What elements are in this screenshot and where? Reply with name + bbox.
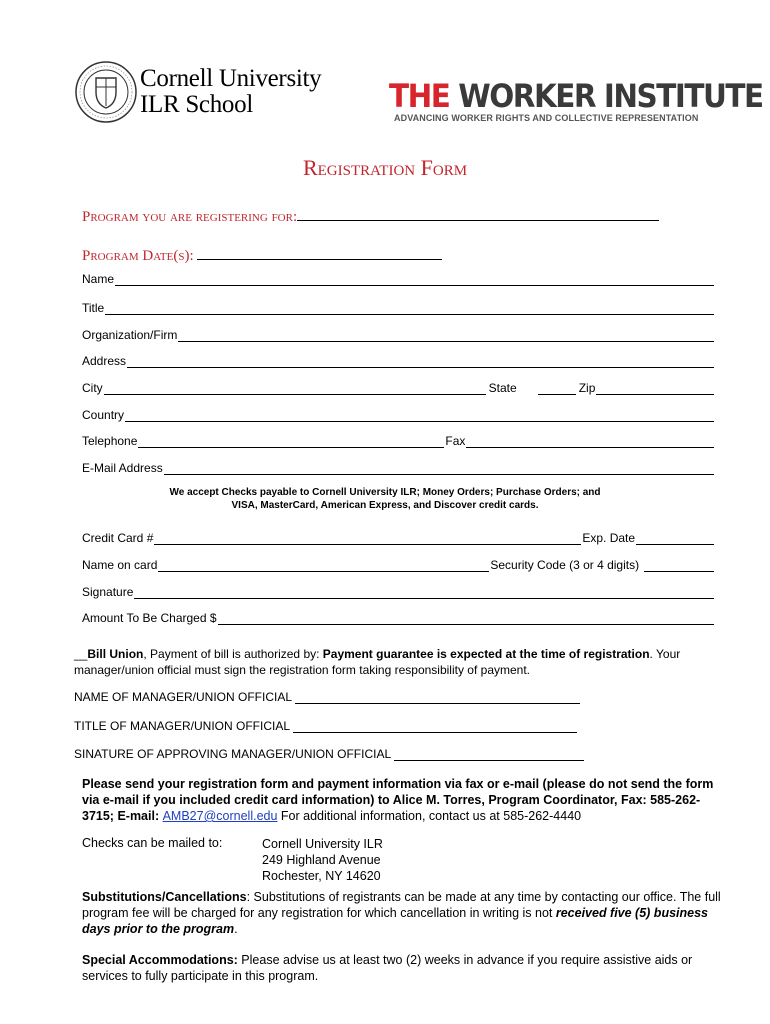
name-row — [82, 272, 715, 286]
email-row — [82, 461, 715, 475]
cornell-ilr-wordmark: Cornell University ILR School — [140, 65, 322, 118]
city-label: City — [82, 381, 103, 395]
telephone-label: Telephone — [82, 434, 138, 448]
manager-name-label: NAME OF MANAGER/UNION OFFICIAL — [74, 690, 293, 704]
telephone-fax-row — [82, 434, 715, 448]
worker-institute-tagline: ADVANCING WORKER RIGHTS AND COLLECTIVE REPRESENTATION — [394, 113, 699, 123]
title-input-line[interactable] — [105, 303, 714, 315]
program-dates-label: Program Date(s): — [82, 248, 194, 264]
special-accommodations-paragraph: Special Accommodations: Please advise us at least two (2) weeks in advance if you require assistive aids or services to fully participate in this program. — [82, 953, 693, 983]
city-input-line[interactable] — [104, 383, 486, 395]
worker-logo-dark-text: WORKER INSTITUTE — [449, 77, 763, 115]
email-input-line[interactable] — [164, 463, 714, 475]
amount-label: Amount To Be Charged $ — [82, 611, 217, 625]
security-code-input-line[interactable] — [644, 560, 714, 572]
manager-name-input-line[interactable] — [295, 692, 580, 704]
program-dates-input-line[interactable] — [197, 245, 442, 260]
send-instructions: Please send your registration form and payment information via fax or e-mail (please do not send the form via e-mail if you included credit card information) to Alice M. Torres, Program Coordinator, Fax: 585-262-3715; E-mail: AMB27@cornell.edu For additional information, contact us at 585-262-4440 — [82, 777, 714, 823]
email-label: E-Mail Address — [82, 461, 163, 475]
manager-name-row — [74, 690, 580, 704]
name-on-card-label: Name on card — [82, 558, 158, 572]
fax-label: Fax — [445, 434, 466, 448]
substitutions-paragraph: Substitutions/Cancellations: Substitutions of registrants can be made at any time by contacting our office. The full program fee will be charged for any registration for which cancellation in writing is not received five (5) business days prior to the program. — [82, 890, 721, 936]
program-input-line[interactable] — [297, 206, 659, 221]
organization-row — [82, 328, 715, 342]
cornell-seal-logo — [74, 60, 138, 124]
zip-label: Zip — [578, 381, 596, 395]
country-row — [82, 408, 715, 422]
amount-input-line[interactable] — [218, 613, 714, 625]
address-row — [82, 354, 715, 368]
manager-signature-input-line[interactable] — [394, 749, 584, 761]
signature-label: Signature — [82, 585, 134, 599]
address-label: Address — [82, 354, 127, 368]
fax-input-line[interactable] — [466, 436, 714, 448]
manager-title-row — [74, 719, 577, 733]
name-on-card-input-line[interactable] — [158, 560, 489, 572]
amount-row — [82, 611, 715, 625]
manager-signature-label: SINATURE OF APPROVING MANAGER/UNION OFFICIAL — [74, 747, 392, 761]
city-state-zip-row — [82, 381, 715, 395]
name-on-card-row — [82, 558, 715, 572]
exp-date-label: Exp. Date — [582, 531, 636, 545]
accepted-payments-note: We accept Checks payable to Cornell University ILR; Money Orders; Purchase Orders; and VISA, MasterCard, American Express, and Discover credit cards. — [169, 487, 601, 511]
manager-title-label: TITLE OF MANAGER/UNION OFFICIAL — [74, 719, 291, 733]
organization-label: Organization/Firm — [82, 328, 178, 342]
title-row — [82, 301, 715, 315]
program-dates-field — [82, 245, 442, 265]
worker-logo-red-text: THE — [389, 77, 450, 115]
form-title: Registration Form — [302, 155, 468, 180]
state-label: State — [488, 381, 517, 395]
telephone-input-line[interactable] — [138, 436, 444, 448]
manager-title-input-line[interactable] — [293, 721, 577, 733]
zip-input-line[interactable] — [596, 383, 714, 395]
card-number-label: Credit Card # — [82, 531, 154, 545]
program-label: Program you are registering for: — [82, 209, 298, 225]
mail-checks-label: Checks can be mailed to: — [82, 836, 223, 850]
card-row — [82, 531, 715, 545]
mailing-address: Cornell University ILR 249 Highland Avenue Rochester, NY 14620 — [262, 837, 383, 883]
state-input-line[interactable] — [538, 383, 576, 395]
manager-signature-row — [74, 747, 584, 761]
address-input-line[interactable] — [127, 356, 714, 368]
program-field — [82, 206, 659, 226]
signature-input-line[interactable] — [134, 587, 714, 599]
name-label: Name — [82, 272, 115, 286]
name-input-line[interactable] — [115, 274, 714, 286]
organization-input-line[interactable] — [178, 330, 714, 342]
country-label: Country — [82, 408, 125, 422]
worker-institute-logo — [389, 78, 763, 114]
title-label: Title — [82, 301, 105, 315]
country-input-line[interactable] — [125, 410, 714, 422]
coordinator-email-link[interactable]: AMB27@cornell.edu — [162, 809, 278, 823]
bill-union-paragraph: __Bill Union, Payment of bill is authorized by: Payment guarantee is expected at the time of registration. Your manager/union official must sign the registration form taking responsibility of payment. — [74, 647, 681, 677]
card-number-input-line[interactable] — [154, 533, 581, 545]
signature-row — [82, 585, 715, 599]
exp-date-input-line[interactable] — [636, 533, 714, 545]
security-code-label: Security Code (3 or 4 digits) — [490, 558, 640, 572]
